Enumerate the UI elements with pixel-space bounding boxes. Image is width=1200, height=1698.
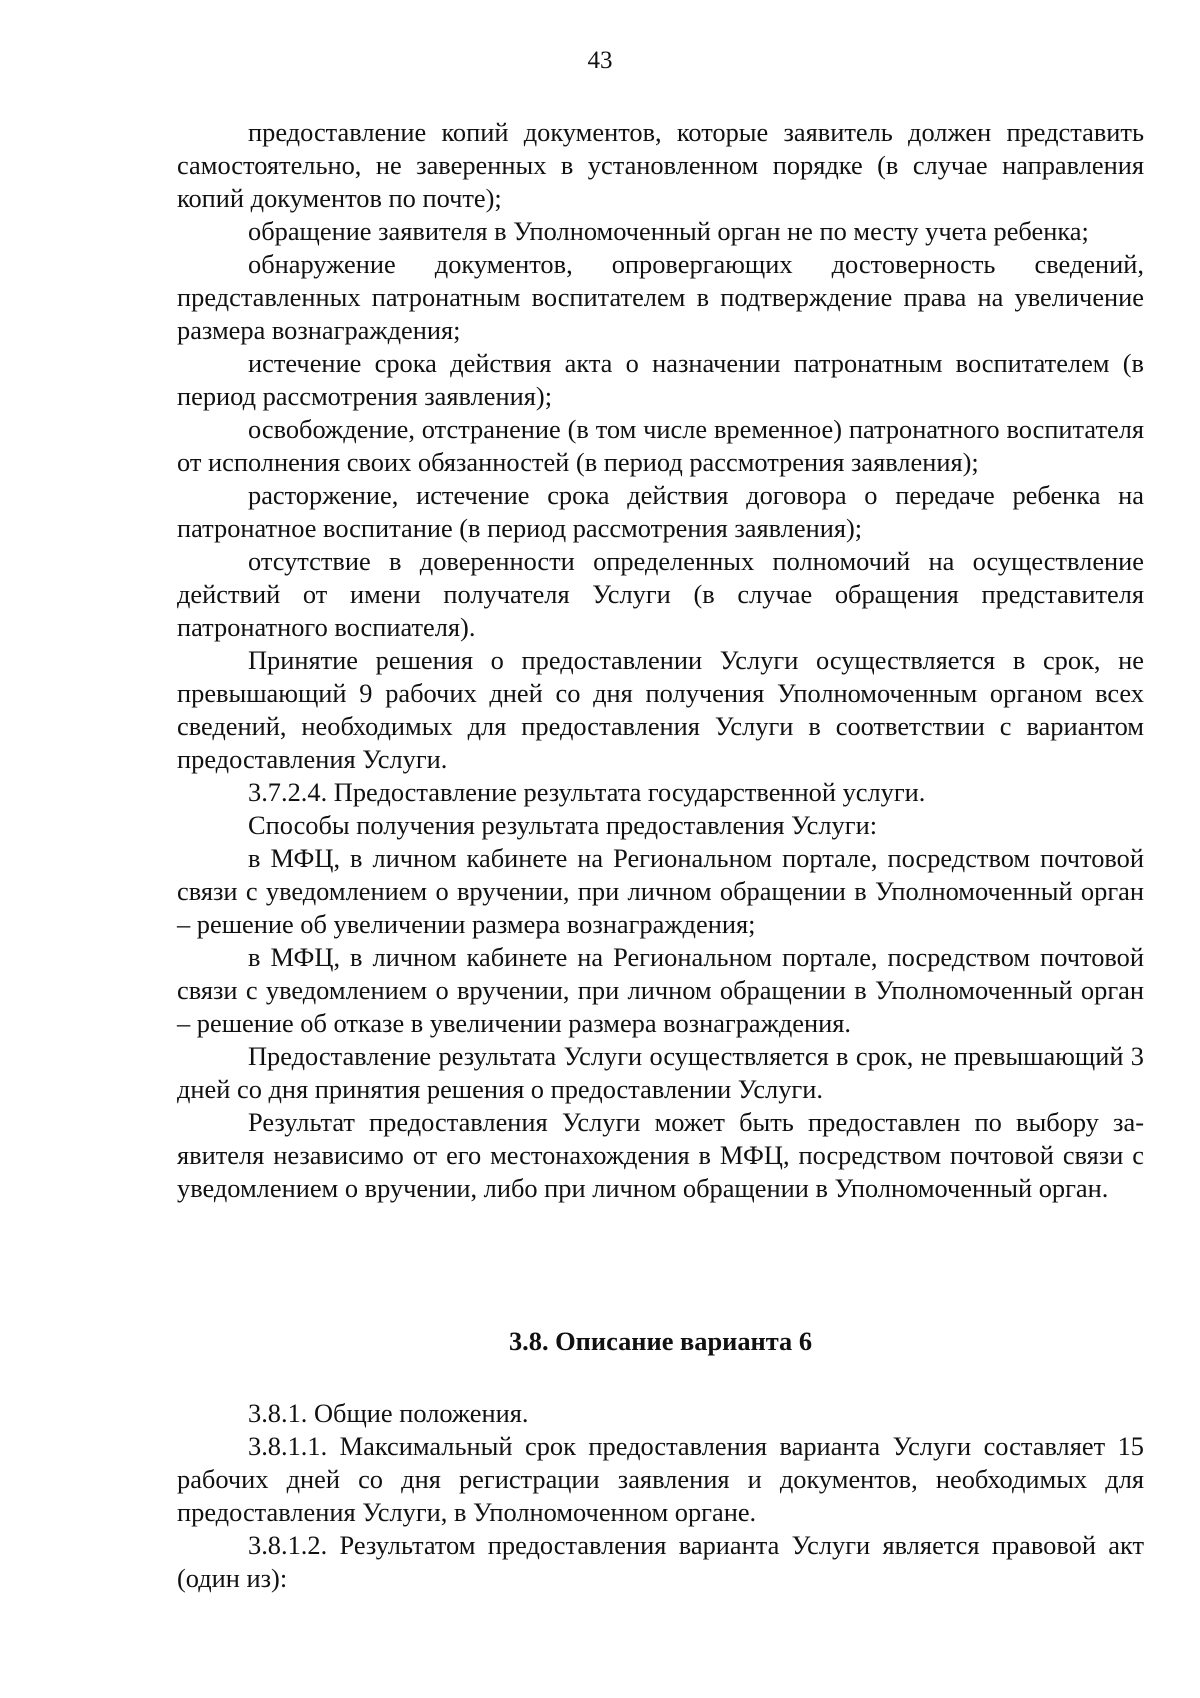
paragraph-3-8-1: 3.8.1. Общие положения. xyxy=(248,1398,529,1428)
paragraph-decision-term: Принятие решения о предоставлении Услуги осуществляется в срок, не превышающий 9 рабочих дней со дня получения Уполномоченным органом всех сведений, необходимых для предоставления Услуги в соответствии с вариантом предоставления Услуги. xyxy=(177,645,1144,774)
paragraph-method-refusal: в МФЦ, в личном кабинете на Региональном портале, посредством почтовой связи с уведомлением о вручении, при личном обращении в Уполномоченный орган – решение об отказе в увеличении размера вознаграждения. xyxy=(177,942,1144,1038)
paragraph-refuting-documents: обнаружение документов, опровергающих достоверность сведений, представленных патронатным воспитателем в подтверждение права на увеличение размера вознаграждения; xyxy=(177,249,1144,345)
paragraph-copies-not-certified: предоставление копий документов, которые заявитель должен представить самостоятельно, не заверенных в установленном порядке (в случае направления копий документов по почте); xyxy=(177,117,1144,213)
paragraph-result-term: Предоставление результата Услуги осуществляется в срок, не превышающий 3 дней со дня принятия решения о предоставлении Услуги. xyxy=(177,1041,1144,1104)
body-text-bottom xyxy=(177,1397,1144,1595)
paragraph-act-expiry: истечение срока действия акта о назначении патронатным воспитателем (в период рассмотрения заявления); xyxy=(177,348,1144,411)
paragraph-3-7-2-4: 3.7.2.4. Предоставление результата государственной услуги. xyxy=(248,777,926,807)
paragraph-result-methods: Способы получения результата предоставления Услуги: xyxy=(248,810,878,840)
paragraph-wrong-authority: обращение заявителя в Уполномоченный орган не по месту учета ребенка; xyxy=(248,216,1089,246)
paragraph-release-of-educator: освобождение, отстранение (в том числе временное) патронатного воспитателя от исполнения своих обязанностей (в период рассмотрения заявления); xyxy=(177,414,1144,477)
section-heading: 3.8. Описание варианта 6 xyxy=(508,1326,813,1356)
paragraph-3-8-1-2: 3.8.1.2. Результатом предоставления варианта Услуги является правовой акт (один из): xyxy=(177,1530,1144,1593)
paragraph-3-8-1-1: 3.8.1.1. Максимальный срок предоставления варианта Услуги составляет 15 рабочих дней со дня регистрации заявления и документов, необходимых для предоставления Услуги, в Уполномоченном органе. xyxy=(177,1431,1144,1527)
page-number: 43 xyxy=(587,47,613,74)
body-text-top xyxy=(177,116,1144,1205)
paragraph-power-of-attorney: отсутствие в доверенности определенных полномочий на осуществление действий от имени получателя Услуги (в случае обращения представителя патронатного воспиателя). xyxy=(177,546,1144,642)
paragraph-result-choice: Результат предоставления Услуги может быть предоставлен по выбору заявителя независимо от его местонахождения в МФЦ, посредством почтовой связи с уведомлением о вручении, либо при личном обращении в Уполномоченный орган. xyxy=(177,1107,1144,1203)
paragraph-method-increase: в МФЦ, в личном кабинете на Региональном портале, посредством почтовой связи с уведомлением о вручении, при личном обращении в Уполномоченный орган – решение об увеличении размера вознаграждения; xyxy=(177,843,1144,939)
paragraph-contract-termination: расторжение, истечение срока действия договора о передаче ребенка на патронатное воспитание (в период рассмотрения заявления); xyxy=(177,480,1144,543)
